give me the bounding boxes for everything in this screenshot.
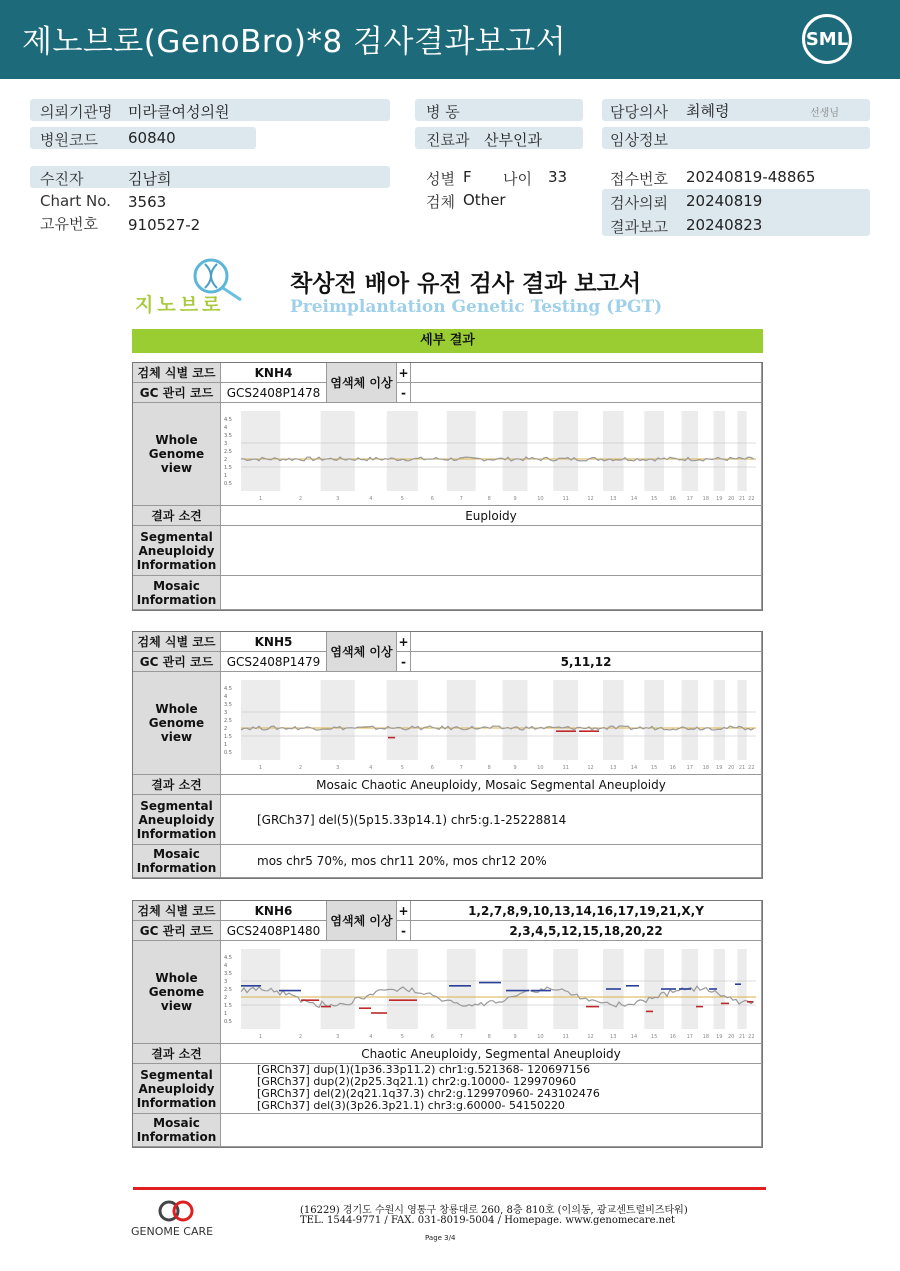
chromosome-tick-label: 20 xyxy=(727,764,735,771)
segmental-value xyxy=(221,526,762,576)
chromosome-tick-label: 22 xyxy=(748,1033,755,1040)
y-tick-label: 1 xyxy=(224,1010,228,1017)
chromosome-tick-label: 4 xyxy=(369,764,373,771)
age-value: 33 xyxy=(548,168,568,186)
patient-label: 수진자 xyxy=(40,170,84,188)
chromosome-tick-label: 4 xyxy=(369,1033,373,1040)
logo-text: 지노브로 xyxy=(135,294,225,316)
footer-address: (16229) 경기도 수원시 영통구 창룡대로 260, 8층 810호 (이의동, 광교센트럴비즈타워) xyxy=(300,1205,688,1216)
y-tick-label: 2 xyxy=(224,725,228,732)
chromosome-tick-label: 18 xyxy=(702,495,710,502)
chromosome-tick-label: 7 xyxy=(459,764,463,771)
receipt-label: 접수번호 xyxy=(610,170,668,188)
chromosome-tick-label: 17 xyxy=(686,764,694,771)
y-tick-label: 3.5 xyxy=(224,701,232,708)
mosaic-value: mos chr5 70%, mos chr11 20%, mos chr12 20% xyxy=(221,845,762,878)
whole-genome-view xyxy=(221,403,762,506)
loss-chromosomes: 5,11,12 xyxy=(411,652,762,672)
chromosome-tick-label: 3 xyxy=(336,495,340,502)
chromosome-tick-label: 10 xyxy=(537,495,544,502)
segmental-line: [GRCh37] dup(2)(2p25.3q21.1) chr2:g.10000- 129970960 xyxy=(257,1075,577,1088)
result-label: 결과 소견 xyxy=(133,506,221,526)
footer-divider xyxy=(133,1187,766,1190)
info-bar xyxy=(30,166,390,188)
sample-code-label: 검체 식별 코드 xyxy=(133,632,221,652)
y-tick-label: 0.5 xyxy=(224,480,232,487)
sample-code-label: 검체 식별 코드 xyxy=(133,901,221,921)
request-label: 검사의뢰 xyxy=(610,194,668,212)
gain-chromosomes xyxy=(411,363,762,383)
y-tick-label: 3 xyxy=(224,709,228,716)
mosaic-value xyxy=(221,576,762,610)
specimen-value: Other xyxy=(463,191,506,209)
clinical-label: 임상정보 xyxy=(610,131,668,149)
sample-table xyxy=(132,631,763,879)
mosaic-label: Mosaic Information xyxy=(133,845,221,878)
chromosome-tick-label: 2 xyxy=(298,495,303,502)
gain-chromosomes xyxy=(411,632,762,652)
chromosome-tick-label: 3 xyxy=(336,1033,340,1040)
segmental-value xyxy=(221,1064,762,1114)
sml-logo: SML xyxy=(802,14,852,64)
cnv-plot xyxy=(221,672,761,775)
y-tick-label: 1.5 xyxy=(224,733,232,740)
chromosome-tick-label: 1 xyxy=(259,1033,263,1040)
chromosome-tick-label: 10 xyxy=(537,764,544,771)
chrom-abn-label: 염색체 이상 xyxy=(327,901,397,941)
chromosome-tick-label: 12 xyxy=(587,495,594,502)
chromosome-tick-label: 9 xyxy=(513,495,517,502)
gc-code: GCS2408P1478 xyxy=(221,383,327,403)
y-tick-label: 3 xyxy=(224,978,228,985)
doctor-value: 최혜령 xyxy=(686,102,730,120)
y-tick-label: 4 xyxy=(224,962,228,969)
result-label: 결과 소견 xyxy=(133,1044,221,1064)
sample-table xyxy=(132,900,763,1148)
report-title-ko: 착상전 배아 유전 검사 결과 보고서 xyxy=(290,271,642,297)
segmental-label: Segmental Aneuploidy Information xyxy=(133,795,221,845)
chromosome-tick-label: 22 xyxy=(748,495,755,502)
chromosome-tick-label: 8 xyxy=(487,1033,491,1040)
report-date: 20240823 xyxy=(686,216,763,234)
mosaic-label: Mosaic Information xyxy=(133,1114,221,1147)
y-tick-label: 2 xyxy=(224,456,228,463)
chromosome-tick-label: 11 xyxy=(562,1033,569,1040)
ward-label: 병 동 xyxy=(426,103,460,121)
result-label: 결과 소견 xyxy=(133,775,221,795)
y-tick-label: 1 xyxy=(224,741,228,748)
chromosome-tick-label: 21 xyxy=(738,495,746,502)
y-tick-label: 3 xyxy=(224,440,228,447)
page-number: Page 3/4 xyxy=(425,1234,456,1242)
y-tick-label: 4.5 xyxy=(224,416,232,423)
chromosome-tick-label: 21 xyxy=(738,1033,746,1040)
y-tick-label: 2.5 xyxy=(224,986,232,993)
chromosome-tick-label: 15 xyxy=(650,495,658,502)
y-tick-label: 2.5 xyxy=(224,448,232,455)
chromosome-tick-label: 4 xyxy=(369,495,373,502)
result-value: Mosaic Chaotic Aneuploidy, Mosaic Segmental Aneuploidy xyxy=(221,775,762,795)
minus-sign: - xyxy=(397,921,411,941)
chromosome-tick-label: 22 xyxy=(748,764,755,771)
footer-contact: TEL. 1544-9771 / FAX. 031-8019-5004 / Homepage. www.genomecare.net xyxy=(300,1215,676,1226)
id-label: 고유번호 xyxy=(40,215,98,233)
gc-code-label: GC 관리 코드 xyxy=(133,652,221,672)
doctor-suffix: 선생님 xyxy=(810,108,839,119)
doctor-label: 담당의사 xyxy=(610,103,668,121)
segmental-line: [GRCh37] del(2)(2q21.1q37.3) chr2:g.129970960- 243102476 xyxy=(257,1087,600,1100)
institution-value: 미라클여성의원 xyxy=(128,103,230,121)
chromosome-tick-label: 16 xyxy=(669,1033,676,1040)
y-tick-label: 0.5 xyxy=(224,1018,232,1025)
wgv-label: Whole Genome view xyxy=(133,672,221,775)
chromosome-tick-label: 2 xyxy=(298,1033,303,1040)
segmental-value: [GRCh37] del(5)(5p15.33p14.1) chr5:g.1-25228814 xyxy=(221,795,762,845)
chromosome-tick-label: 5 xyxy=(400,1033,404,1040)
sample-table xyxy=(132,362,763,611)
hospital-code-value: 60840 xyxy=(128,129,176,147)
chromosome-tick-label: 18 xyxy=(702,764,710,771)
institution-label: 의뢰기관명 xyxy=(40,103,113,121)
chromosome-tick-label: 15 xyxy=(650,1033,658,1040)
y-tick-label: 3.5 xyxy=(224,432,232,439)
chromosome-tick-label: 17 xyxy=(686,495,694,502)
chromosome-tick-label: 6 xyxy=(430,495,434,502)
sample-code: KNH5 xyxy=(221,632,327,652)
mosaic-label: Mosaic Information xyxy=(133,576,221,610)
hospital-code-label: 병원코드 xyxy=(40,131,98,149)
y-tick-label: 1 xyxy=(224,472,228,479)
report-main-title: 제노브로(GenoBro)*8 검사결과보고서 xyxy=(22,24,567,60)
y-tick-label: 1.5 xyxy=(224,464,232,471)
chromosome-tick-label: 12 xyxy=(587,764,594,771)
genobro-logo xyxy=(133,256,248,318)
gc-code-label: GC 관리 코드 xyxy=(133,921,221,941)
sex-value: F xyxy=(463,168,472,186)
chrom-abn-label: 염색체 이상 xyxy=(327,363,397,403)
chromosome-tick-label: 3 xyxy=(336,764,340,771)
chromosome-tick-label: 7 xyxy=(459,1033,463,1040)
chromosome-tick-label: 9 xyxy=(513,1033,517,1040)
chromosome-tick-label: 7 xyxy=(459,495,463,502)
chromosome-tick-label: 13 xyxy=(610,764,617,771)
plus-sign: + xyxy=(397,901,411,921)
age-label: 나이 xyxy=(503,170,532,188)
chromosome-tick-label: 8 xyxy=(487,764,491,771)
gc-code: GCS2408P1480 xyxy=(221,921,327,941)
genome-care-logo-icon xyxy=(157,1199,197,1225)
chromosome-tick-label: 15 xyxy=(650,764,658,771)
section-header: 세부 결과 xyxy=(132,329,763,353)
minus-sign: - xyxy=(397,383,411,403)
chromosome-tick-label: 5 xyxy=(400,495,404,502)
report-title-en: Preimplantation Genetic Testing (PGT) xyxy=(290,297,663,317)
cnv-plot xyxy=(221,403,761,506)
chromosome-tick-label: 13 xyxy=(610,1033,617,1040)
gc-code-label: GC 관리 코드 xyxy=(133,383,221,403)
y-tick-label: 2.5 xyxy=(224,717,232,724)
mosaic-value xyxy=(221,1114,762,1147)
chromosome-tick-label: 11 xyxy=(562,764,569,771)
chromosome-tick-label: 11 xyxy=(562,495,569,502)
y-tick-label: 4.5 xyxy=(224,954,232,961)
chromosome-tick-label: 5 xyxy=(400,764,404,771)
wgv-label: Whole Genome view xyxy=(133,403,221,506)
whole-genome-view xyxy=(221,941,762,1044)
report-label: 결과보고 xyxy=(610,218,668,236)
minus-sign: - xyxy=(397,652,411,672)
y-tick-label: 4 xyxy=(224,693,228,700)
loss-chromosomes xyxy=(411,383,762,403)
patient-name: 김남희 xyxy=(128,170,172,188)
result-value: Euploidy xyxy=(221,506,762,526)
cnv-plot xyxy=(221,941,761,1044)
request-date: 20240819 xyxy=(686,192,763,210)
gain-chromosomes: 1,2,7,8,9,10,13,14,16,17,19,21,X,Y xyxy=(411,901,762,921)
segmental-line: [GRCh37] dup(1)(1p36.33p11.2) chr1:g.521368- 120697156 xyxy=(257,1063,591,1076)
gc-code: GCS2408P1479 xyxy=(221,652,327,672)
chromosome-tick-label: 14 xyxy=(630,1033,638,1040)
company-name: GENOME CARE xyxy=(131,1225,214,1238)
y-tick-label: 1.5 xyxy=(224,1002,232,1009)
report-header xyxy=(0,0,900,79)
chromosome-tick-label: 18 xyxy=(702,1033,710,1040)
chromosome-tick-label: 19 xyxy=(716,764,723,771)
chromosome-tick-label: 20 xyxy=(727,1033,735,1040)
wgv-label: Whole Genome view xyxy=(133,941,221,1044)
chromosome-tick-label: 12 xyxy=(587,1033,594,1040)
chromosome-tick-label: 20 xyxy=(727,495,735,502)
loss-chromosomes: 2,3,4,5,12,15,18,20,22 xyxy=(411,921,762,941)
chromosome-tick-label: 9 xyxy=(513,764,517,771)
chromosome-tick-label: 16 xyxy=(669,764,676,771)
sample-code-label: 검체 식별 코드 xyxy=(133,363,221,383)
chromosome-tick-label: 13 xyxy=(610,495,617,502)
sample-code: KNH6 xyxy=(221,901,327,921)
receipt-no: 20240819-48865 xyxy=(686,168,816,186)
y-tick-label: 2 xyxy=(224,994,228,1001)
dept-value: 산부인과 xyxy=(484,131,542,149)
chromosome-tick-label: 19 xyxy=(716,1033,723,1040)
chromosome-tick-label: 21 xyxy=(738,764,746,771)
segmental-line: [GRCh37] del(3)(3p26.3p21.1) chr3:g.60000- 54150220 xyxy=(257,1099,565,1112)
chromosome-tick-label: 8 xyxy=(487,495,491,502)
segmental-label: Segmental Aneuploidy Information xyxy=(133,526,221,576)
chromosome-tick-label: 1 xyxy=(259,495,263,502)
y-tick-label: 4.5 xyxy=(224,685,232,692)
segmental-label: Segmental Aneuploidy Information xyxy=(133,1064,221,1114)
sex-label: 성별 xyxy=(426,170,455,188)
chart-no: 3563 xyxy=(128,193,167,211)
y-tick-label: 4 xyxy=(224,424,228,431)
plus-sign: + xyxy=(397,632,411,652)
chromosome-tick-label: 6 xyxy=(430,764,434,771)
y-tick-label: 3.5 xyxy=(224,970,232,977)
chromosome-tick-label: 16 xyxy=(669,495,676,502)
dept-label: 진료과 xyxy=(426,131,470,149)
whole-genome-view xyxy=(221,672,762,775)
sample-code: KNH4 xyxy=(221,363,327,383)
chart-label: Chart No. xyxy=(40,192,111,210)
chromosome-tick-label: 2 xyxy=(298,764,303,771)
chromosome-tick-label: 14 xyxy=(630,495,638,502)
chromosome-tick-label: 10 xyxy=(537,1033,544,1040)
chromosome-tick-label: 14 xyxy=(630,764,638,771)
y-tick-label: 0.5 xyxy=(224,749,232,756)
chrom-abn-label: 염색체 이상 xyxy=(327,632,397,672)
chromosome-tick-label: 19 xyxy=(716,495,723,502)
chromosome-tick-label: 1 xyxy=(259,764,263,771)
id-no: 910527-2 xyxy=(128,216,201,234)
plus-sign: + xyxy=(397,363,411,383)
chromosome-tick-label: 17 xyxy=(686,1033,694,1040)
specimen-label: 검체 xyxy=(426,193,455,211)
chromosome-tick-label: 6 xyxy=(430,1033,434,1040)
result-value: Chaotic Aneuploidy, Segmental Aneuploidy xyxy=(221,1044,762,1064)
